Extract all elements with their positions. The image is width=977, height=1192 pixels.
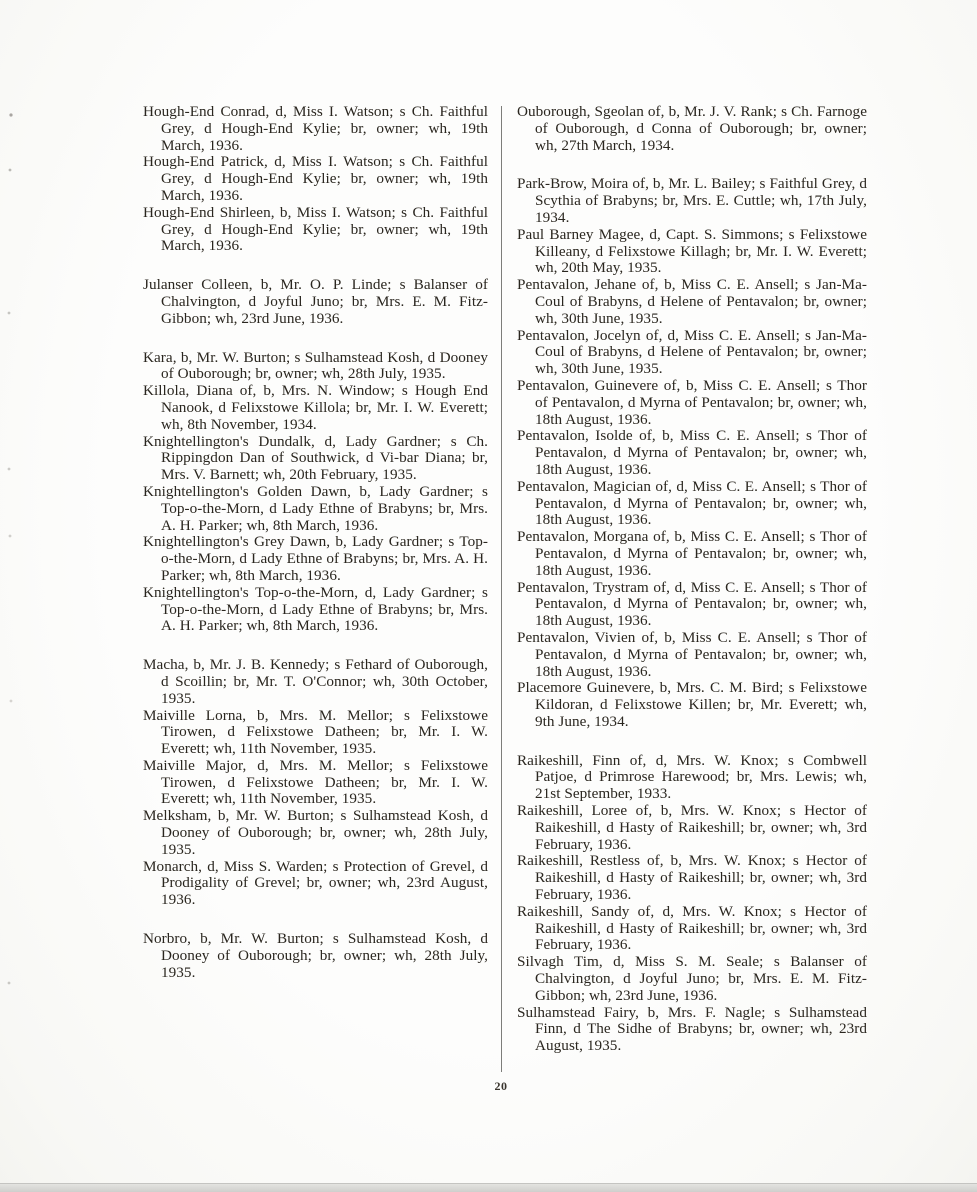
registry-entry: Knightellington's Golden Dawn, b, Lady Gardner; s Top-o-the-Morn, d Lady Ethne of Brabyns; br, Mrs. A. H. Parker; wh, 8th March, 1936. <box>143 482 488 534</box>
registry-entry: Knightellington's Top-o-the-Morn, d, Lady Gardner; s Top-o-the-Morn, d Lady Ethne of Brabyns; br, Mrs. A. H. Parker; wh, 8th March, 1936. <box>143 583 488 635</box>
entry-group-j <box>143 277 488 327</box>
entry-group-p <box>517 176 867 730</box>
registry-entry: Pentavalon, Isolde of, b, Miss C. E. Ansell; s Thor of Pentavalon, d Myrna of Pentavalon; br, owner; wh, 18th August, 1936. <box>517 427 867 478</box>
registry-entry: Raikeshill, Restless of, b, Mrs. W. Knox; s Hector of Raikeshill, d Hasty of Raikeshill; br, owner; wh, 3rd February, 1936. <box>517 852 867 904</box>
entry-group-h <box>143 104 488 255</box>
registry-entry: Macha, b, Mr. J. B. Kennedy; s Fethard of Ouborough, d Scoillin; br, Mr. T. O'Connor; wh, 30th October, 1935. <box>143 656 488 707</box>
registry-entry: Hough-End Patrick, d, Miss I. Watson; s Ch. Faithful Grey, d Hough-End Kylie; br, owner; wh, 19th March, 1936. <box>143 153 488 204</box>
registry-entry: Pentavalon, Morgana of, b, Miss C. E. Ansell; s Thor of Pentavalon, d Myrna of Pentavalon; br, owner; wh, 18th August, 1936. <box>517 528 867 579</box>
registry-entry: Pentavalon, Jehane of, b, Miss C. E. Ansell; s Jan-Ma-Coul of Brabyns, d Helene of Pentavalon; br, owner; wh, 30th June, 1935. <box>517 276 867 327</box>
registry-entry: Pentavalon, Trystram of, d, Miss C. E. Ansell; s Thor of Pentavalon, d Myrna of Pentavalon; br, owner; wh, 18th August, 1936. <box>517 578 867 630</box>
registry-entry: Knightellington's Grey Dawn, b, Lady Gardner; s Top-o-the-Morn, d Lady Ethne of Brabyns; br, Mrs. A. H. Parker; wh, 8th March, 1936. <box>143 533 488 584</box>
registry-entry: Hough-End Shirleen, b, Miss I. Watson; s Ch. Faithful Grey, d Hough-End Kylie; br, owner; wh, 19th March, 1936. <box>143 203 488 255</box>
right-column <box>517 104 867 1055</box>
registry-entry: Park-Brow, Moira of, b, Mr. L. Bailey; s Faithful Grey, d Scythia of Brabyns; br, Mrs. E. Cuttle; wh, 17th July, 1934. <box>517 175 867 226</box>
entry-group-m <box>143 657 488 909</box>
entry-group-n <box>143 931 488 981</box>
column-divider-rule <box>501 106 502 1072</box>
registry-entry: Hough-End Conrad, d, Miss I. Watson; s Ch. Faithful Grey, d Hough-End Kylie; br, owner; wh, 19th March, 1936. <box>143 103 488 154</box>
registry-entry: Sulhamstead Fairy, b, Mrs. F. Nagle; s Sulhamstead Finn, d The Sidhe of Brabyns; br, owner; wh, 23rd August, 1935. <box>517 1003 867 1055</box>
registry-entry: Knightellington's Dundalk, d, Lady Gardner; s Ch. Rippingdon Dan of Southwick, d Vi-bar Diana; br, Mrs. V. Barnett; wh, 20th February, 1935. <box>143 432 488 484</box>
registry-entry: Julanser Colleen, b, Mr. O. P. Linde; s Balanser of Chalvington, d Joyful Juno; br, Mrs. E. M. Fitz-Gibbon; wh, 23rd June, 1936. <box>143 276 488 327</box>
registry-entry: Maiville Lorna, b, Mrs. M. Mellor; s Felixstowe Tirowen, d Felixstowe Datheen; br, Mr. I. W. Everett; wh, 11th November, 1935. <box>143 706 488 758</box>
registry-entry: Pentavalon, Jocelyn of, d, Miss C. E. Ansell; s Jan-Ma-Coul of Brabyns, d Helene of Pentavalon; br, owner; wh, 30th June, 1935. <box>517 326 867 378</box>
scan-edge-bar <box>0 1183 977 1192</box>
registry-entry: Melksham, b, Mr. W. Burton; s Sulhamstead Kosh, d Dooney of Ouborough; br, owner; wh, 28th July, 1935. <box>143 807 488 858</box>
registry-entry: Raikeshill, Finn of, d, Mrs. W. Knox; s Combwell Patjoe, d Primrose Harewood; br, Mrs. Lewis; wh, 21st September, 1933. <box>517 751 867 803</box>
registry-entry: Pentavalon, Magician of, d, Miss C. E. Ansell; s Thor of Pentavalon, d Myrna of Pentavalon; br, owner; wh, 18th August, 1936. <box>517 477 867 529</box>
registry-entry: Silvagh Tim, d, Miss S. M. Seale; s Balanser of Chalvington, d Joyful Juno; br, Mrs. E. M. Fitz-Gibbon; wh, 23rd June, 1936. <box>517 953 867 1004</box>
registry-entry: Pentavalon, Guinevere of, b, Miss C. E. Ansell; s Thor of Pentavalon, d Myrna of Pentavalon; br, owner; wh, 18th August, 1936. <box>517 376 867 428</box>
registry-entry: Ouborough, Sgeolan of, b, Mr. J. V. Rank; s Ch. Farnoge of Ouborough, d Conna of Ouborough; br, owner; wh, 27th March, 1934. <box>517 103 867 154</box>
registry-entry: Raikeshill, Sandy of, d, Mrs. W. Knox; s Hector of Raikeshill, d Hasty of Raikeshill; br, owner; wh, 3rd February, 1936. <box>517 902 867 954</box>
registry-entry: Pentavalon, Vivien of, b, Miss C. E. Ansell; s Thor of Pentavalon, d Myrna of Pentavalon; br, owner; wh, 18th August, 1936. <box>517 628 867 680</box>
registry-entry: Maiville Major, d, Mrs. M. Mellor; s Felixstowe Tirowen, d Felixstowe Datheen; br, Mr. I. W. Everett; wh, 11th November, 1935. <box>143 756 488 808</box>
registry-entry: Raikeshill, Loree of, b, Mrs. W. Knox; s Hector of Raikeshill, d Hasty of Raikeshill; br, owner; wh, 3rd February, 1936. <box>517 802 867 853</box>
registry-entry: Kara, b, Mr. W. Burton; s Sulhamstead Kosh, d Dooney of Ouborough; br, owner; wh, 28th July, 1935. <box>143 348 488 383</box>
entry-group-r-s <box>517 753 867 1055</box>
scan-speck <box>0 0 2 2</box>
entry-group-k <box>143 350 488 636</box>
page-number: 20 <box>494 1079 508 1093</box>
registry-entry: Monarch, d, Miss S. Warden; s Protection of Grevel, d Prodigality of Grevel; br, owner; wh, 23rd August, 1936. <box>143 857 488 909</box>
registry-entry: Killola, Diana of, b, Mrs. N. Window; s Hough End Nanook, d Felixstowe Killola; br, Mr. I. W. Everett; wh, 8th November, 1934. <box>143 382 488 433</box>
registry-entry: Paul Barney Magee, d, Capt. S. Simmons; s Felixstowe Killeany, d Felixstowe Killagh; br, Mr. I. W. Everett; wh, 20th May, 1935. <box>517 225 867 277</box>
registry-entry: Norbro, b, Mr. W. Burton; s Sulhamstead Kosh, d Dooney of Ouborough; br, owner; wh, 28th July, 1935. <box>143 930 488 981</box>
registry-entry: Placemore Guinevere, b, Mrs. C. M. Bird; s Felixstowe Kildoran, d Felixstowe Killen; br, Mr. Everett; wh, 9th June, 1934. <box>517 679 867 730</box>
left-column <box>143 104 488 981</box>
entry-group-o <box>517 104 867 154</box>
